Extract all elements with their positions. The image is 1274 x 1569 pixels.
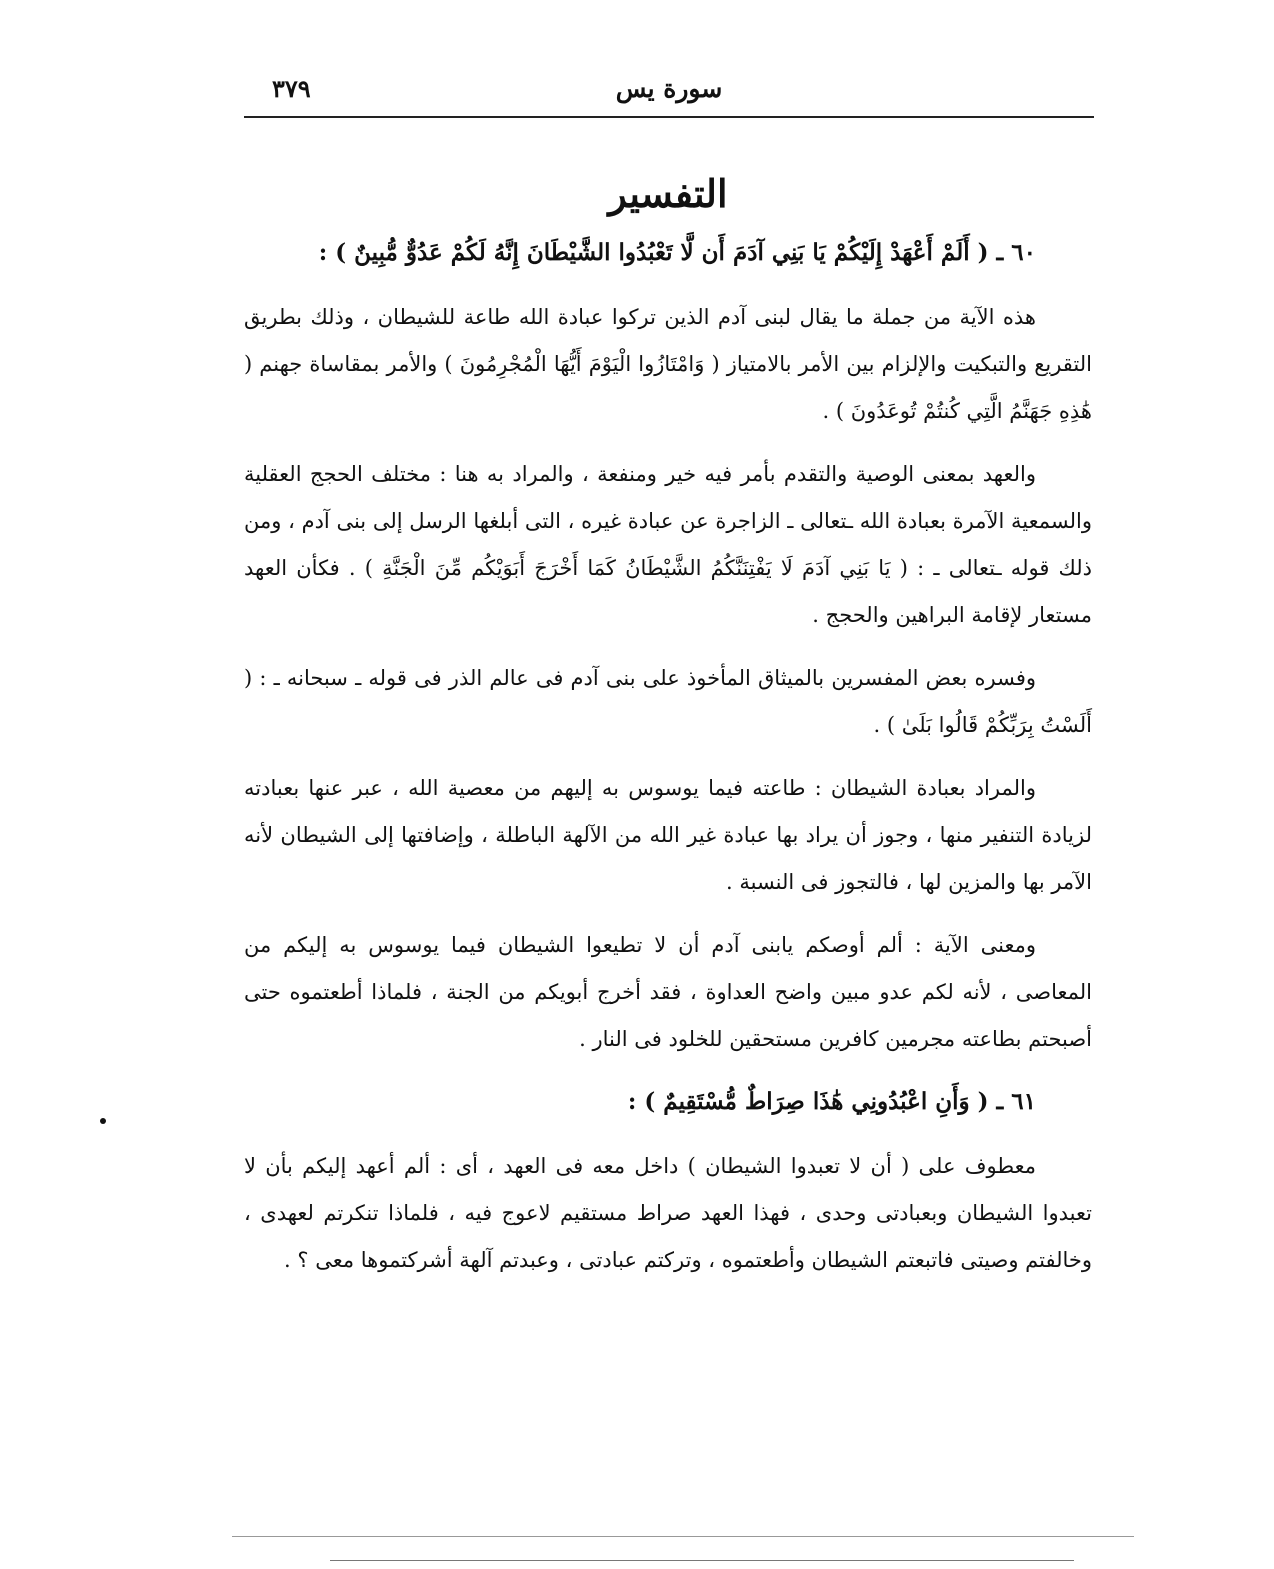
paragraph: ومعنى الآية : ألم أوصكم يابنى آدم أن لا تطيعوا الشيطان فيما يوسوس به إليكم من المعاصى ، لأنه لكم عدو مبين واضح العداوة ، فقد أخرج أبويكم من الجنة ، فلماذا أطعتموه حتى أصبحتم بطاعته مجرمين كافرين مستحقين للخلود فى النار . (244, 933, 1092, 1051)
page-content (244, 160, 1092, 1300)
paragraph: هذه الآية من جملة ما يقال لبنى آدم الذين تركوا عبادة الله طاعة للشيطان ، وذلك بطريق التقريع والتبكيت والإلزام بين الأمر بالامتياز ( وَامْتَازُوا الْيَوْمَ أَيُّهَا الْمُجْرِمُونَ ) والأمر بمقاساة جهنم ( هَٰذِهِ جَهَنَّمُ الَّتِي كُنتُمْ تُوعَدُونَ ) . (244, 305, 1092, 423)
verse-heading-61: ٦١ ـ ( وَأَنِ اعْبُدُونِي هَٰذَا صِرَاطٌ مُّسْتَقِيمٌ ) : (627, 1088, 1036, 1115)
verse-heading-60: ٦٠ ـ ( أَلَمْ أَعْهَدْ إِلَيْكُمْ يَا بَنِي آدَمَ أَن لَّا تَعْبُدُوا الشَّيْطَانَ إِنَّهُ لَكُمْ عَدُوٌّ مُّبِينٌ ) : (318, 239, 1036, 266)
paragraph: والعهد بمعنى الوصية والتقدم بأمر فيه خير ومنفعة ، والمراد به هنا : مختلف الحجج العقلية والسمعية الآمرة بعبادة الله ـتعالى ـ الزاجرة عن عبادة غيره ، التى أبلغها الرسل إلى بنى آدم ، ومن ذلك قوله ـتعالى ـ : ( يَا بَنِي آدَمَ لَا يَفْتِنَنَّكُمُ الشَّيْطَانُ كَمَا أَخْرَجَ أَبَوَيْكُم مِّنَ الْجَنَّةِ ) . فكأن العهد مستعار لإقامة البراهين والحجج . (244, 462, 1092, 627)
footer-line (330, 1560, 1074, 1561)
paragraph: والمراد بعبادة الشيطان : طاعته فيما يوسوس به إليهم من معصية الله ، عبر عنها بعبادته لزيادة التنفير منها ، وجوز أن يراد بها عبادة غير الله من الآلهة الباطلة ، وإضافتها إلى الشيطان لأنه الآمر بها والمزين لها ، فالتجوز فى النسبة . (244, 776, 1092, 894)
scan-speck (100, 1118, 106, 1124)
surah-title: سورة يس (615, 74, 723, 103)
header-divider (244, 116, 1094, 118)
paragraph: وفسره بعض المفسرين بالميثاق المأخوذ على بنى آدم فى عالم الذر فى قوله ـ سبحانه ـ : ( أَلَسْتُ بِرَبِّكُمْ قَالُوا بَلَىٰ ) . (244, 666, 1092, 737)
footer-line (232, 1536, 1134, 1537)
page-number: ٣٧٩ (272, 74, 311, 103)
paragraph: معطوف على ( أن لا تعبدوا الشيطان ) داخل معه فى العهد ، أى : ألم أعهد إليكم بأن لا تعبدوا الشيطان وبعبادتى وحدى ، فهذا العهد صراط مستقيم لاعوج فيه ، فلماذا تنكرتم لعهدى ، وخالفتم وصيتى فاتبعتم الشيطان وأطعتموه ، وتركتم عبادتى ، وعبدتم آلهة أشركتموها معى ؟ . (244, 1154, 1092, 1272)
page-header (244, 68, 1094, 118)
section-title: التفسير (608, 171, 728, 216)
